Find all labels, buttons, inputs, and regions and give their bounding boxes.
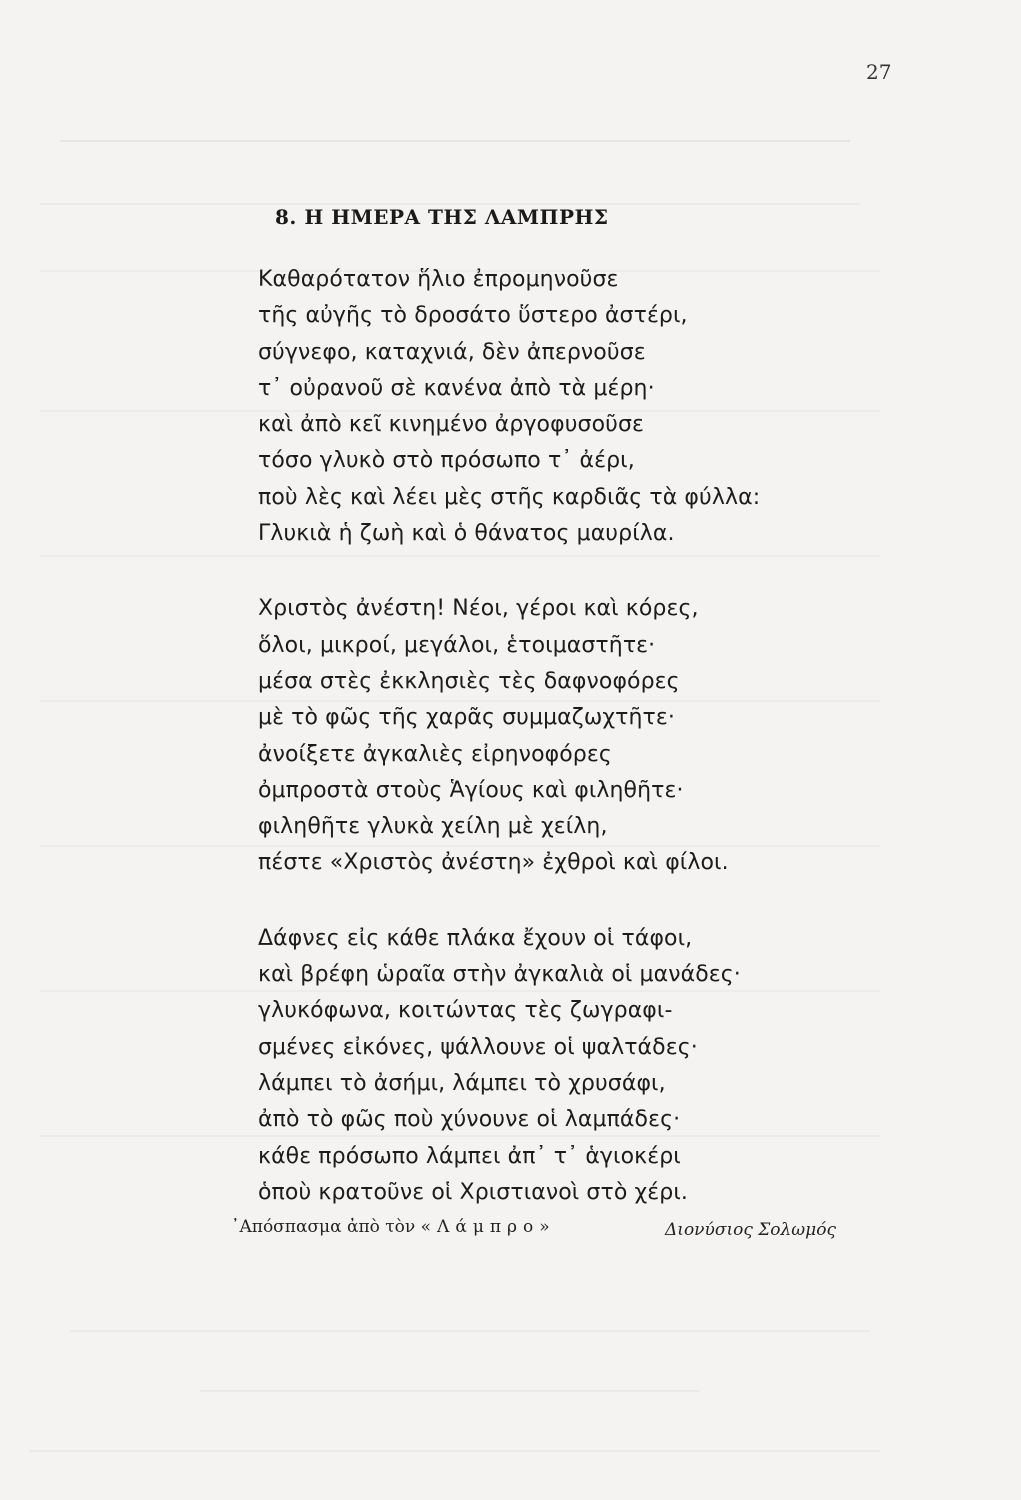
poem-line: κάθε πρόσωπο λάμπει ἀπ᾽ τ᾽ ἁγιοκέρι — [258, 1143, 681, 1169]
poem-line: γλυκόφωνα, κοιτώντας τὲς ζωγραφι- — [258, 998, 673, 1024]
source-prefix: ᾿Απόσπασμα ἀπὸ τὸν — [231, 1217, 416, 1237]
poem-line: ἀπὸ τὸ φῶς ποὺ χύνουνε οἱ λαμπάδες· — [258, 1107, 681, 1133]
poem-line: μὲ τὸ φῶς τῆς χαρᾶς συμμαζωχτῆτε· — [258, 705, 675, 731]
page-number: 27 — [866, 60, 892, 84]
poem-line: Καθαρότατον ἥλιο ἐπρομηνοῦσε — [258, 267, 619, 292]
poem-line: τ᾽ οὐρανοῦ σὲ κανένα ἀπὸ τὰ μέρη· — [258, 375, 655, 401]
author-name: Διονύσιος Σολωμός — [665, 1220, 836, 1240]
poem-line: σύγνεφο, καταχνιά, δὲν ἀπερνοῦσε — [258, 339, 646, 365]
poem-line: σμένες εἰκόνες, ψάλλουνε οἱ ψαλτάδες· — [258, 1034, 698, 1060]
poem-line: καὶ βρέφη ὡραῖα στὴν ἀγκαλιὰ οἱ μανάδες· — [258, 962, 741, 988]
source-work-title: «Λάμπρο» — [420, 1217, 556, 1237]
poem-line: μέσα στὲς ἐκκλησιὲς τὲς δαφνοφόρες — [258, 668, 680, 694]
poem-line: Χριστὸς ἀνέστη! Νέοι, γέροι καὶ κόρες, — [258, 596, 699, 622]
stanza-3 — [258, 921, 818, 1211]
poem-line: τῆς αὐγῆς τὸ δροσάτο ὕστερο ἀστέρι, — [258, 303, 688, 329]
stanza-1 — [258, 262, 818, 552]
poem-line: τόσο γλυκὸ στὸ πρόσωπο τ᾽ ἀέρι, — [258, 448, 635, 474]
stanza-2 — [258, 591, 818, 881]
poem-line: καὶ ἀπὸ κεῖ κινημένο ἀργοφυσοῦσε — [258, 412, 645, 438]
poem-body — [258, 262, 818, 1211]
poem-line: ὁποὺ κρατοῦνε οἱ Χριστιανοὶ στὸ χέρι. — [258, 1179, 688, 1205]
poem-line: ἀνοίξετε ἀγκαλιὲς εἰρηνοφόρες — [258, 741, 612, 767]
poem-line: Δάφνες εἰς κάθε πλάκα ἔχουν οἱ τάφοι, — [258, 925, 693, 951]
poem-line: Γλυκιὰ ἡ ζωὴ καὶ ὁ θάνατος μαυρίλα. — [258, 521, 675, 547]
poem-line: πέστε «Χριστὸς ἀνέστη» ἐχθροὶ καὶ φίλοι. — [258, 850, 729, 876]
poem-line: ὅλοι, μικροί, μεγάλοι, ἑτοιμαστῆτε· — [258, 632, 656, 658]
poem-line: ποὺ λὲς καὶ λέει μὲς στῆς καρδιᾶς τὰ φύλλα: — [258, 484, 761, 510]
poem-line: λάμπει τὸ ἀσήμι, λάμπει τὸ χρυσάφι, — [258, 1070, 666, 1096]
poem-title: 8. Η ΗΜΕΡΑ ΤΗΣ ΛΑΜΠΡΗΣ — [275, 205, 609, 229]
source-citation — [231, 1217, 556, 1237]
poem-line: φιληθῆτε γλυκὰ χείλη μὲ χείλη, — [258, 814, 608, 840]
poem-line: ὀμπροστὰ στοὺς Ἁγίους καὶ φιληθῆτε· — [258, 777, 684, 803]
